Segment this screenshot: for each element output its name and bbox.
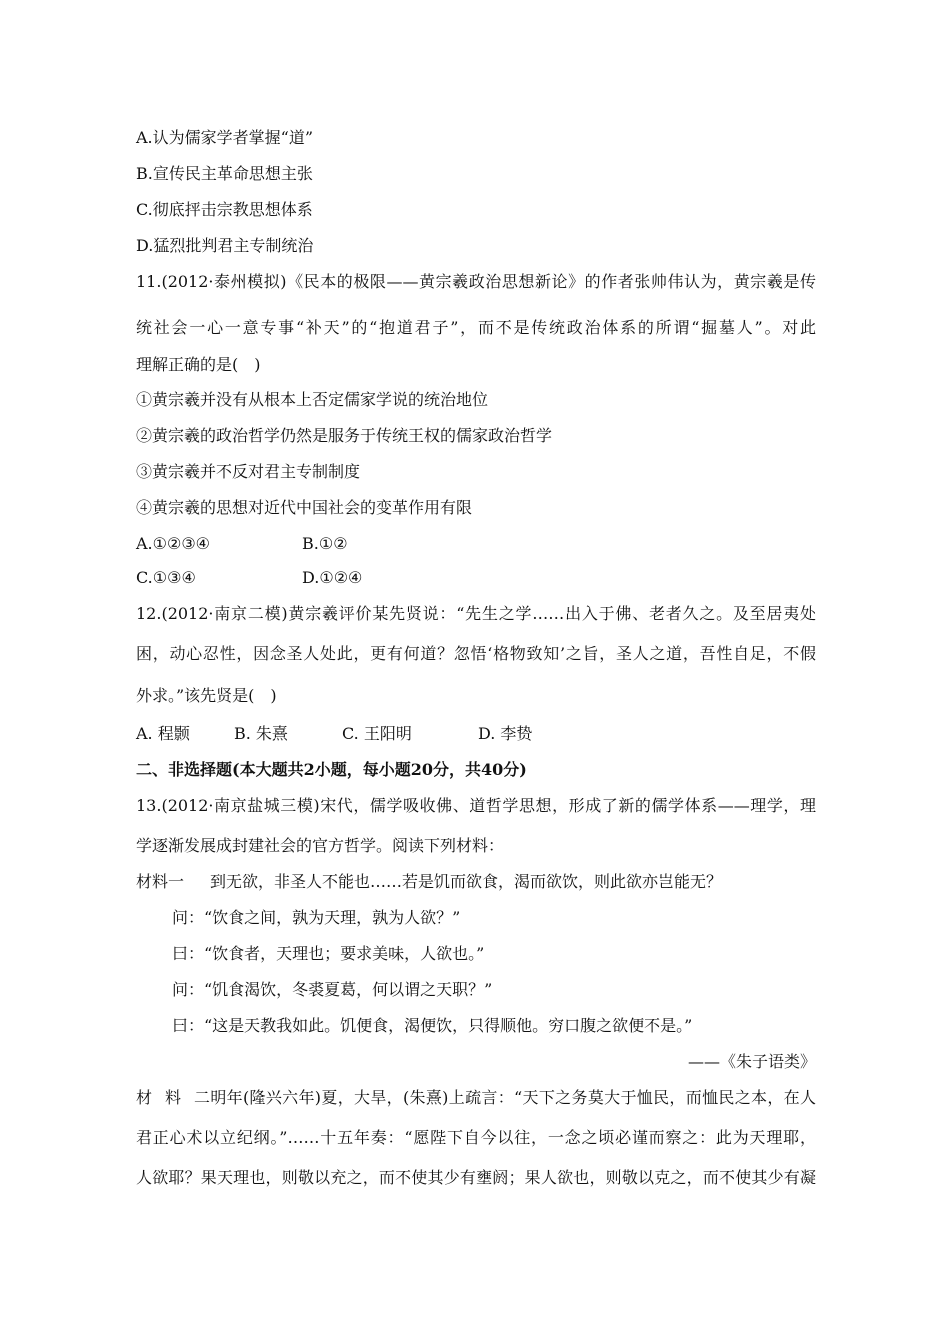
q12-option-d: D. 李贽 — [478, 724, 533, 743]
q11-options-row-2 — [136, 566, 816, 590]
material2-label: 材料二 — [136, 1088, 210, 1107]
q11-stem-line-3: 理解正确的是( ) — [136, 355, 261, 374]
q12-stem-line-3: 外求。”该先贤是( ) — [136, 686, 277, 705]
material1-text: 到无欲，非圣人不能也……若是饥而欲食，渴而欲饮，则此欲亦岂能无？ — [210, 872, 723, 891]
q11-stem-line-1: 11.(2012·泰州模拟)《民本的极限——黄宗羲政治思想新论》的作者张帅伟认为，黄宗羲是传 — [136, 272, 816, 291]
q12-option-c: C. 王阳明 — [342, 724, 412, 743]
q11-item-4: ④黄宗羲的思想对近代中国社会的变革作用有限 — [136, 498, 473, 517]
q11-option-c: C.①③④ — [136, 568, 196, 587]
q13-stem-line-1: 13.(2012·南京盐城三模)宋代，儒学吸收佛、道哲学思想，形成了新的儒学体系——理学，理 — [136, 796, 816, 815]
q12-options-row — [136, 722, 816, 746]
q11-options-row-1 — [136, 532, 816, 556]
material2-text-1: 明年(隆兴六年)夏，大旱，(朱熹)上疏言：“天下之务莫大于恤民，而恤民之本，在人 — [210, 1088, 816, 1107]
q12-option-a: A. 程颢 — [136, 724, 190, 743]
q11-stem-line-2: 统社会一心一意专事“补天”的“抱道君子”，而不是传统政治体系的所谓“掘墓人”。对此 — [136, 318, 816, 337]
material1-first-line — [136, 870, 816, 894]
q11-option-b: B.①② — [302, 534, 348, 553]
q12-stem-line-1: 12.(2012·南京二模)黄宗羲评价某先贤说：“先生之学……出入于佛、老者久之。及至居夷处 — [136, 604, 816, 623]
q11-item-3: ③黄宗羲并不反对君主专制制度 — [136, 462, 361, 481]
q12-stem-line-2: 困，动心忍性，因念圣人处此，更有何道？忽悟‘格物致知’之旨，圣人之道，吾性自足，不假 — [136, 644, 816, 663]
q11-option-d: D.①②④ — [302, 568, 363, 587]
q10-option-a: A.认为儒家学者掌握“道” — [136, 128, 314, 147]
q10-option-c: C.彻底抨击宗教思想体系 — [136, 200, 313, 219]
material2-line-1 — [136, 1086, 816, 1110]
material1-label: 材料一 — [136, 872, 185, 891]
material1-dialog-3: 问：“饥食渴饮，冬裘夏葛，何以谓之天职？” — [172, 980, 493, 999]
q11-item-2: ②黄宗羲的政治哲学仍然是服务于传统王权的儒家政治哲学 — [136, 426, 553, 445]
q10-option-b: B.宣传民主革命思想主张 — [136, 164, 313, 183]
q13-stem-line-2: 学逐渐发展成封建社会的官方哲学。阅读下列材料： — [136, 836, 505, 855]
material1-dialog-4: 曰：“这是天教我如此。饥便食，渴便饮，只得顺他。穷口腹之欲便不是。” — [172, 1016, 693, 1035]
section-heading: 二、非选择题(本大题共2小题，每小题20分，共40分) — [136, 760, 527, 779]
material1-dialog-2: 曰：“饮食者，天理也；要求美味，人欲也。” — [172, 944, 485, 963]
material1-source: ——《朱子语类》 — [687, 1052, 816, 1071]
material2-line-2: 君正心术以立纪纲。”……十五年奏：“愿陛下自今以往，一念之顷必谨而察之：此为天理耶， — [136, 1128, 816, 1147]
q10-option-d: D.猛烈批判君主专制统治 — [136, 236, 314, 255]
material2-line-3: 人欲耶？果天理也，则敬以充之，而不使其少有壅阏；果人欲也，则敬以克之，而不使其少有凝 — [136, 1168, 816, 1187]
material1-dialog-1: 问：“饮食之间，孰为天理，孰为人欲？” — [172, 908, 461, 927]
q11-item-1: ①黄宗羲并没有从根本上否定儒家学说的统治地位 — [136, 390, 489, 409]
q12-option-b: B. 朱熹 — [234, 724, 288, 743]
q11-option-a: A.①②③④ — [136, 534, 211, 553]
